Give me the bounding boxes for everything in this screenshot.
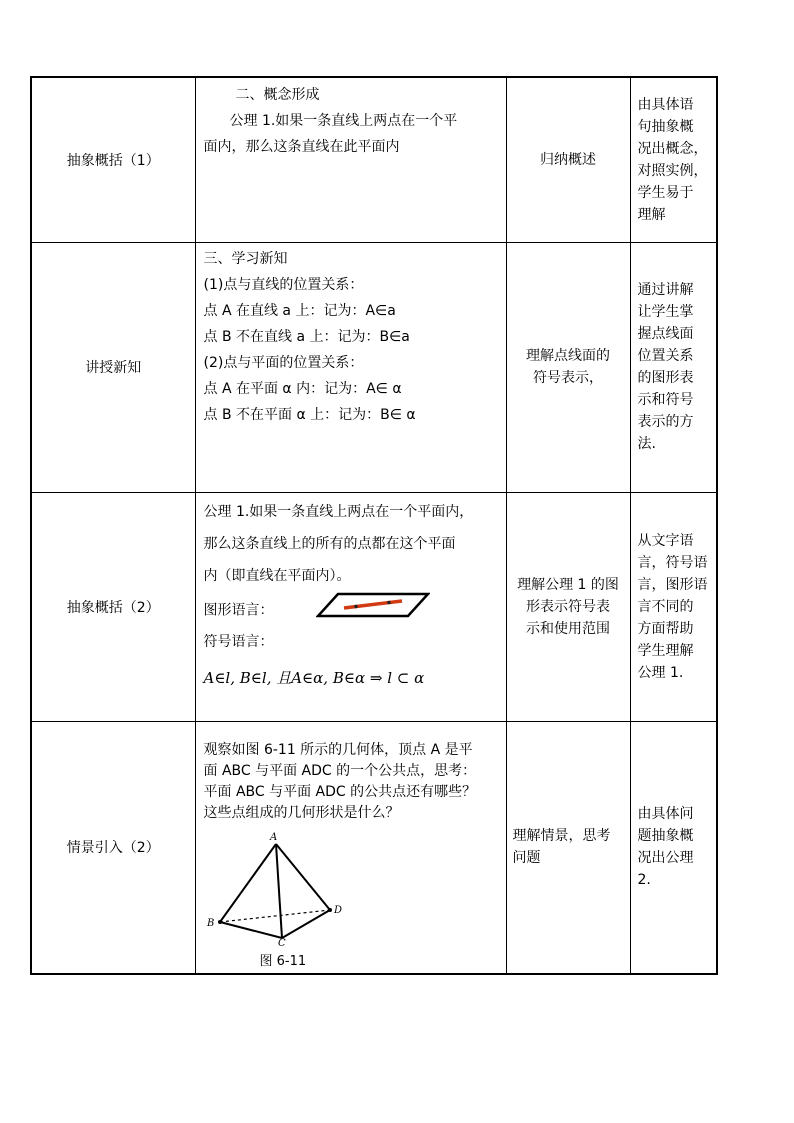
content-line: 点 A 在直线 a 上：记为：A∈a bbox=[203, 302, 396, 319]
tetrahedron-figure bbox=[204, 830, 500, 950]
purpose-line: 由具体问 bbox=[637, 806, 694, 822]
purpose-cell bbox=[630, 77, 717, 242]
purpose-line: 由具体语 bbox=[637, 96, 694, 113]
figure-language-label: 图形语言： bbox=[203, 602, 274, 618]
stage-cell bbox=[31, 721, 195, 974]
purpose-line: 况出概念， bbox=[637, 140, 708, 157]
content-line: (1)点与直线的位置关系： bbox=[203, 276, 364, 293]
content-line: 这些点组成的几何形状是什么？ bbox=[203, 804, 400, 821]
stage-label: 情景引入（2） bbox=[66, 840, 160, 856]
content-line: 面 ABC 与平面 ADC 的一个公共点，思考： bbox=[203, 762, 477, 779]
purpose-line: 句抽象概 bbox=[637, 118, 694, 135]
content-line: 观察如图 6-11 所示的几何体，顶点 A 是平 bbox=[203, 741, 473, 758]
purpose-line: 学生易于 bbox=[637, 184, 694, 201]
content-line: 点 B 不在平面 α 上：记为：B∈ α bbox=[203, 406, 416, 423]
content-line: 那么这条直线上的所有的点都在这个平面 bbox=[203, 535, 456, 552]
content-cell bbox=[195, 77, 506, 242]
content-line: 点 A 在平面 α 内：记为：A∈ α bbox=[203, 380, 402, 397]
stage-cell bbox=[31, 77, 195, 242]
content-cell bbox=[195, 242, 506, 492]
purpose-line: 学生理解 bbox=[637, 642, 694, 659]
vertex-label-a: A bbox=[269, 831, 277, 843]
purpose-line: 公理 1. bbox=[637, 664, 684, 681]
content-line: 平面 ABC 与平面 ADC 的公共点还有哪些？ bbox=[203, 783, 477, 800]
activity-cell bbox=[506, 242, 630, 492]
purpose-line: 理解 bbox=[637, 206, 666, 223]
purpose-line: 言不同的 bbox=[637, 598, 694, 615]
activity-line: 问题 bbox=[512, 850, 541, 866]
content-line: 内（即直线在平面内）。 bbox=[203, 567, 351, 584]
content-cell bbox=[195, 721, 506, 974]
purpose-line: 通过讲解 bbox=[637, 282, 694, 298]
purpose-line: 法. bbox=[637, 436, 656, 452]
purpose-line: 方面帮助 bbox=[637, 620, 694, 637]
content-line: (2)点与平面的位置关系： bbox=[203, 354, 364, 371]
vertex-label-d: D bbox=[333, 904, 342, 916]
activity-line: 归纳概述 bbox=[540, 151, 596, 168]
content-line: 点 B 不在直线 a 上：记为：B∈a bbox=[203, 328, 410, 345]
table-row bbox=[31, 77, 717, 242]
section-heading: 三、学习新知 bbox=[203, 250, 288, 267]
purpose-cell bbox=[630, 242, 717, 492]
purpose-line: 位置关系 bbox=[637, 348, 694, 364]
stage-label: 抽象概括（2） bbox=[66, 599, 160, 616]
purpose-line: 让学生掌 bbox=[637, 304, 694, 320]
content-cell bbox=[195, 492, 506, 721]
activity-line: 理解公理 1 的图 bbox=[517, 576, 619, 593]
purpose-line: 况出公理 bbox=[637, 850, 694, 866]
activity-line: 理解情景，思考 bbox=[512, 828, 611, 844]
content-line: 面内，那么这条直线在此平面内 bbox=[203, 139, 400, 155]
activity-line: 形表示符号表 bbox=[526, 598, 610, 615]
purpose-line: 的图形表 bbox=[637, 370, 694, 386]
purpose-line: 握点线面 bbox=[637, 326, 694, 342]
activity-line: 示和使用范围 bbox=[526, 620, 610, 637]
stage-cell bbox=[31, 492, 195, 721]
stage-label: 讲授新知 bbox=[85, 360, 142, 376]
purpose-line: 示和符号 bbox=[637, 392, 694, 408]
table-row bbox=[31, 242, 717, 492]
axiom-formula: A∈l, B∈l, 且A∈α, B∈α ⇒ l ⊂ α bbox=[203, 668, 425, 687]
purpose-line: 表示的方 bbox=[637, 414, 694, 430]
stage-cell bbox=[31, 242, 195, 492]
section-heading: 二、概念形成 bbox=[235, 87, 320, 103]
activity-cell bbox=[506, 492, 630, 721]
stage-label: 抽象概括（1） bbox=[66, 152, 160, 169]
activity-line: 符号表示， bbox=[533, 370, 603, 386]
activity-line: 理解点线面的 bbox=[526, 348, 610, 364]
purpose-line: 言，图形语 bbox=[637, 576, 708, 593]
purpose-cell bbox=[630, 721, 717, 974]
purpose-line: 言，符号语 bbox=[637, 554, 708, 571]
purpose-line: 对照实例， bbox=[637, 162, 708, 179]
purpose-line: 从文字语 bbox=[637, 532, 694, 549]
lesson-plan-table bbox=[30, 76, 718, 975]
figure-caption: 图 6-11 bbox=[259, 953, 307, 969]
purpose-line: 2. bbox=[637, 872, 651, 888]
plane-with-line-figure bbox=[316, 592, 430, 629]
symbol-language-label: 符号语言： bbox=[203, 633, 274, 650]
activity-cell bbox=[506, 721, 630, 974]
purpose-line: 题抽象概 bbox=[637, 828, 694, 844]
vertex-label-c: C bbox=[277, 937, 286, 946]
content-line: 公理 1.如果一条直线上两点在一个平 bbox=[229, 113, 458, 129]
vertex-label-b: B bbox=[206, 917, 214, 929]
content-line: 公理 1.如果一条直线上两点在一个平面内， bbox=[203, 503, 474, 520]
purpose-cell bbox=[630, 492, 717, 721]
table-row bbox=[31, 721, 717, 974]
table-row bbox=[31, 492, 717, 721]
activity-cell bbox=[506, 77, 630, 242]
